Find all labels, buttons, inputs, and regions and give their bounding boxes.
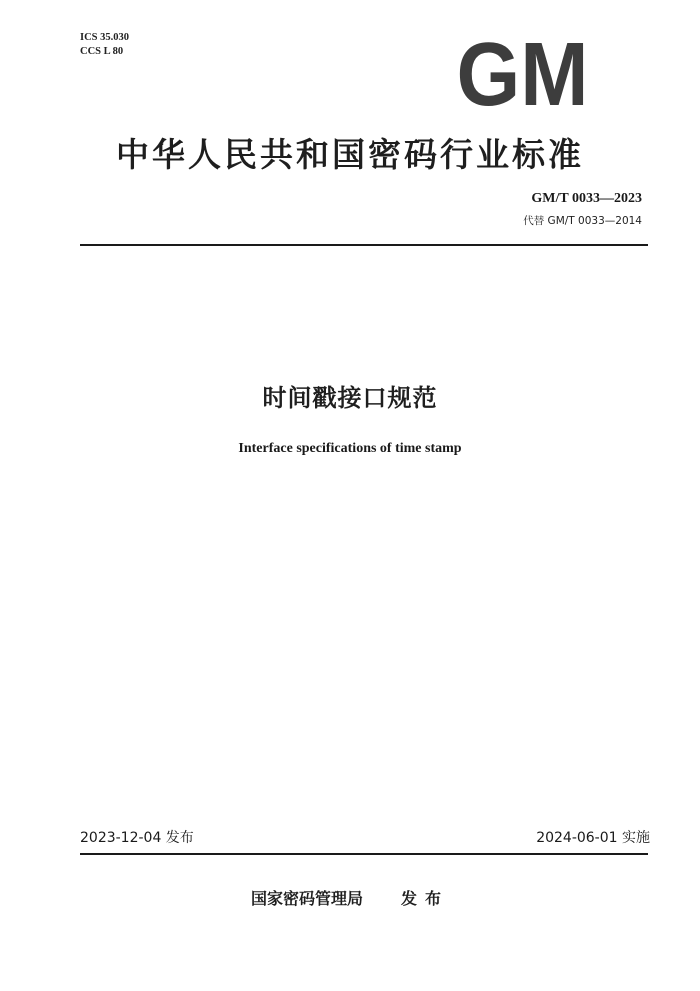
standard-number: GM/T 0033—2023 <box>531 191 642 206</box>
ccs-code: CCS L 80 <box>80 46 124 57</box>
title-english: Interface specifications of time stamp <box>238 441 462 456</box>
ics-code: ICS 35.030 <box>80 32 130 43</box>
classification-codes <box>80 31 129 59</box>
header-divider <box>80 244 648 246</box>
publisher-line <box>0 886 700 909</box>
implementation-date: 2024-06-01 实施 <box>536 830 650 846</box>
publisher-action: 发布 <box>401 889 450 908</box>
gm-logo <box>455 37 590 107</box>
agency-title: 中华人民共和国密码行业标准 <box>116 135 584 174</box>
footer-divider <box>80 853 648 855</box>
gm-logo-text: GM <box>456 37 589 107</box>
issue-date: 2023-12-04 发布 <box>80 830 194 846</box>
title-chinese: 时间戳接口规范 <box>262 384 438 412</box>
replaced-standard: 代替 GM/T 0033—2014 <box>523 215 642 227</box>
publisher-org: 国家密码管理局 <box>250 889 363 908</box>
